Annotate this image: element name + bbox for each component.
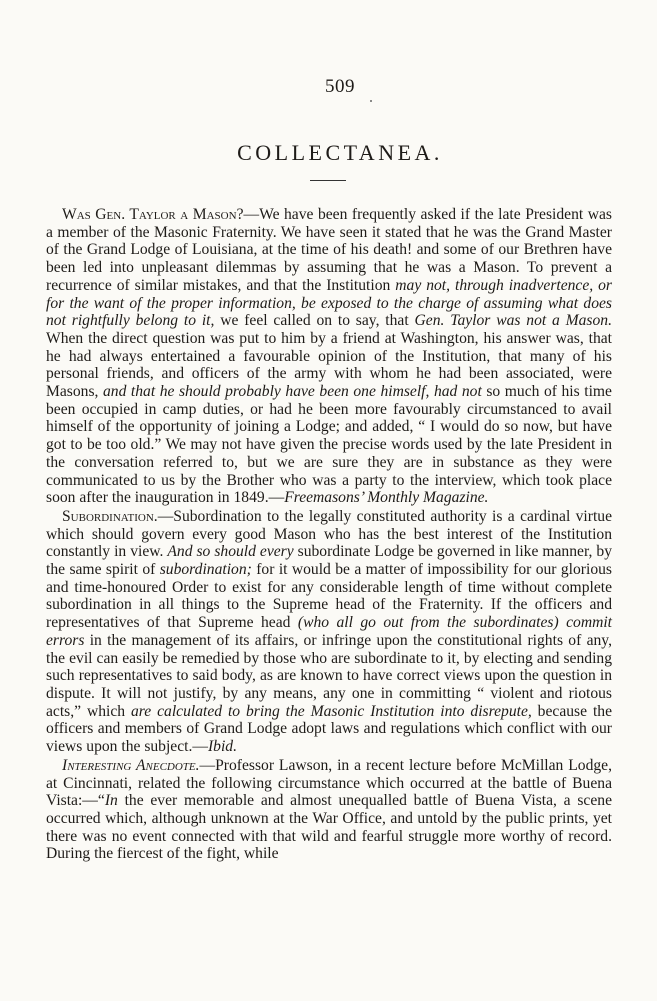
- article-source: Freemasons’ Monthly Magazine.: [284, 489, 489, 507]
- article-heading: Subordination.: [62, 507, 158, 525]
- article-text: we feel called on to say, that: [214, 312, 415, 330]
- article-text: subordinate Lodge be governed in like manner, by the same spirit of: [46, 543, 612, 579]
- article-subordination: [46, 508, 612, 756]
- article-source: Ibid.: [207, 738, 238, 756]
- article-taylor: [46, 206, 612, 507]
- print-speck: [370, 100, 372, 102]
- section-title: COLLECTANEA.: [237, 140, 443, 165]
- article-italic-text: subordination;: [159, 561, 252, 579]
- article-text: for it would be a matter of impossibility for our glorious and time-honoured Order to exist for any considerable length of time without complete subordination in all things to the Supreme head of the Fraternity. If the officers and representatives of that Supreme head: [46, 561, 612, 632]
- article-italic-text: Gen. Taylor was not a Mason.: [414, 312, 612, 330]
- article-text: so much of his time been occupied in camp duties, or had he been more favourably circumstanced to avail himself of the opportunity of joining a Lodge; and added, “ I would do so now, but have got to be too old.” We may not have given the precise words used by the late President in the conversation referred to, but we are sure they are in substance as they were communicated to us by the Brother who was a party to the interview, which took place soon after the inauguration in 1849.—: [46, 383, 612, 507]
- article-heading: Was Gen. Taylor a Mason?: [62, 206, 244, 223]
- title-rule: [310, 180, 346, 181]
- article-italic-text: and that he should probably have been one himself, had not: [102, 383, 482, 401]
- article-text: the ever memorable and almost unequalled battle of Buena Vista, a scene occurred which, although unknown at the War Office, and untold by the public prints, yet there was no event connected with that wild and fearful struggle more worthy of record. During the fiercest of the fight, while: [46, 792, 612, 863]
- article-heading: Interesting Anecdote.: [62, 756, 200, 774]
- article-anecdote: [46, 757, 612, 863]
- article-italic-text: may not, through inadvertence, or for the want of the proper information, be exposed to the charge of assuming what does not rightfully belong to it,: [46, 276, 612, 330]
- article-text: When the direct question was put to him by a friend at Washington, his answer was, that he had always entertained a favourable opinion of the Institution, that many of his personal friends, and officers of the army with whom he had been associated, were Masons,: [46, 329, 612, 401]
- article-italic-text: (who all go out from the subordinates) commit errors: [46, 614, 613, 649]
- article-italic-text: are calculated to bring the Masonic Institution into disrepute,: [130, 702, 532, 720]
- page-number: 509: [325, 76, 355, 97]
- article-text: in the management of its affairs, or infringe upon the constitutional rights of any, the evil can easily be remedied by those who are subordinate to it, by electing and sending such representatives to said body, as are known to have correct views upon the question in dispute. It will not justify, by any means, any one in committing “ violent and riotous acts,” which: [46, 631, 612, 720]
- article-italic-text: In: [104, 792, 118, 810]
- article-text: —Subordination to the legally constituted authority is a cardinal virtue which should govern every good Mason who has the best interest of the Institution constantly in view.: [46, 507, 612, 561]
- body-text: [46, 206, 612, 863]
- article-text: —Professor Lawson, in a recent lecture before McMillan Lodge, at Cincinnati, related the following circumstance which occurred at the battle of Buena Vista:—“: [46, 756, 612, 810]
- article-text: —We have been frequently asked if the late President was a member of the Masonic Fraternity. We have seen it stated that he was the Grand Master of the Grand Lodge of Louisiana, at the time of his death! and some of our Brethren have been led into unpleasant dilemmas by assuming that he was a Mason. To prevent a recurrence of similar mistakes, and that the Institution: [46, 206, 613, 294]
- article-italic-text: And so should every: [167, 543, 294, 561]
- article-text: because the officers and members of Grand Lodge adopt laws and regulations which conflict with our views upon the subject.—: [46, 702, 612, 756]
